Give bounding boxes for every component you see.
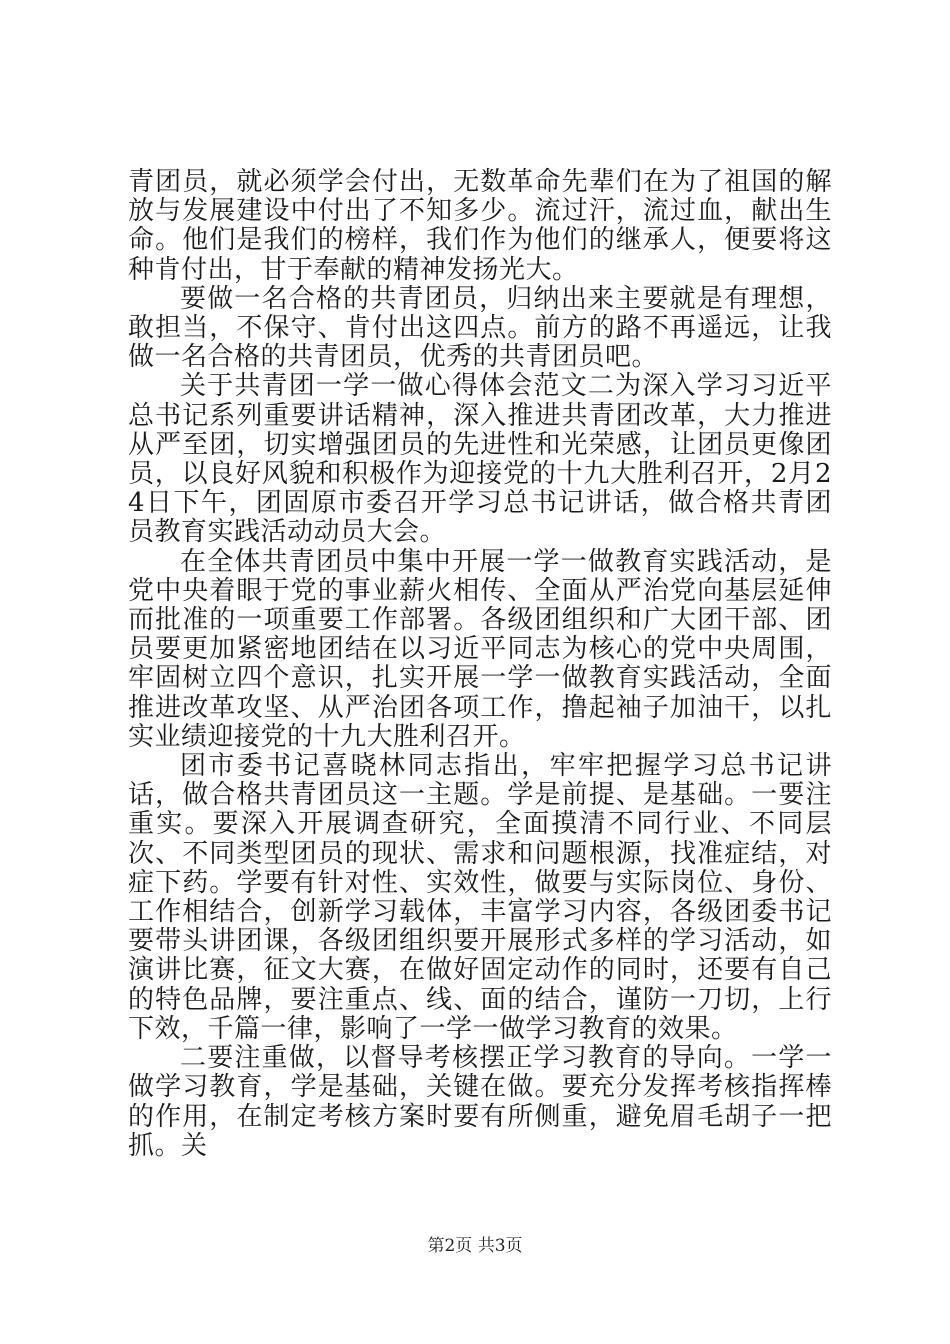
document-body bbox=[128, 168, 832, 1161]
paragraph: 要做一名合格的共青团员，归纳出来主要就是有理想，敢担当，不保守、肯付出这四点。前方的路不再遥远，让我做一名合格的共青团员，优秀的共青团员吧。 bbox=[128, 283, 832, 373]
page-footer bbox=[0, 1235, 950, 1257]
paragraph: 在全体共青团员中集中开展一学一做教育实践活动，是党中央着眼于党的事业薪火相传、全面从严治党向基层延伸而批准的一项重要工作部署。各级团组织和广大团干部、团员要更加紧密地团结在以习近平同志为核心的党中央周围，牢固树立四个意识，扎实开展一学一做教育实践活动，全面推进改革攻坚、从严治团各项工作，撸起袖子加油干，以扎实业绩迎接党的十九大胜利召开。 bbox=[128, 546, 832, 752]
paragraph: 二要注重做，以督导考核摆正学习教育的导向。一学一做学习教育，学是基础，关键在做。要充分发挥考核指挥棒的作用，在制定考核方案时要有所侧重，避免眉毛胡子一把抓。关 bbox=[128, 1043, 832, 1161]
page-number: 第2页 bbox=[427, 1236, 473, 1256]
paragraph-continued: 青团员，就必须学会付出，无数革命先辈们在为了祖国的解放与发展建设中付出了不知多少。流过汗，流过血，献出生命。他们是我们的榜样，我们作为他们的继承人，便要将这种肯付出，甘于奉献的精神发扬光大。 bbox=[128, 167, 832, 285]
paragraph: 团市委书记喜晓林同志指出，牢牢把握学习总书记讲话，做合格共青团员这一主题。学是前提、是基础。一要注重实。要深入开展调查研究，全面摸清不同行业、不同层次、不同类型团员的现状、需求和问题根源，找准症结，对症下药。学要有针对性、实效性，做要与实际岗位、身份、工作相结合，创新学习载体，丰富学习内容，各级团委书记要带头讲团课，各级团组织要开展形式多样的学习活动，如演讲比赛，征文大赛，在做好固定动作的同时，还要有自己的特色品牌，要注重点、线、面的结合，谨防一刀切，上行下效，千篇一律，影响了一学一做学习教育的效果。 bbox=[128, 751, 832, 1044]
page-total: 共3页 bbox=[477, 1236, 523, 1256]
paragraph: 关于共青团一学一做心得体会范文二为深入学习习近平总书记系列重要讲话精神，深入推进共青团改革，大力推进从严至团，切实增强团员的先进性和光荣感，让团员更像团员，以良好风貌和积极作为迎接党的十九大胜利召开，2月24日下午，团固原市委召开学习总书记讲话，做合格共青团员教育实践活动动员大会。 bbox=[128, 371, 832, 548]
